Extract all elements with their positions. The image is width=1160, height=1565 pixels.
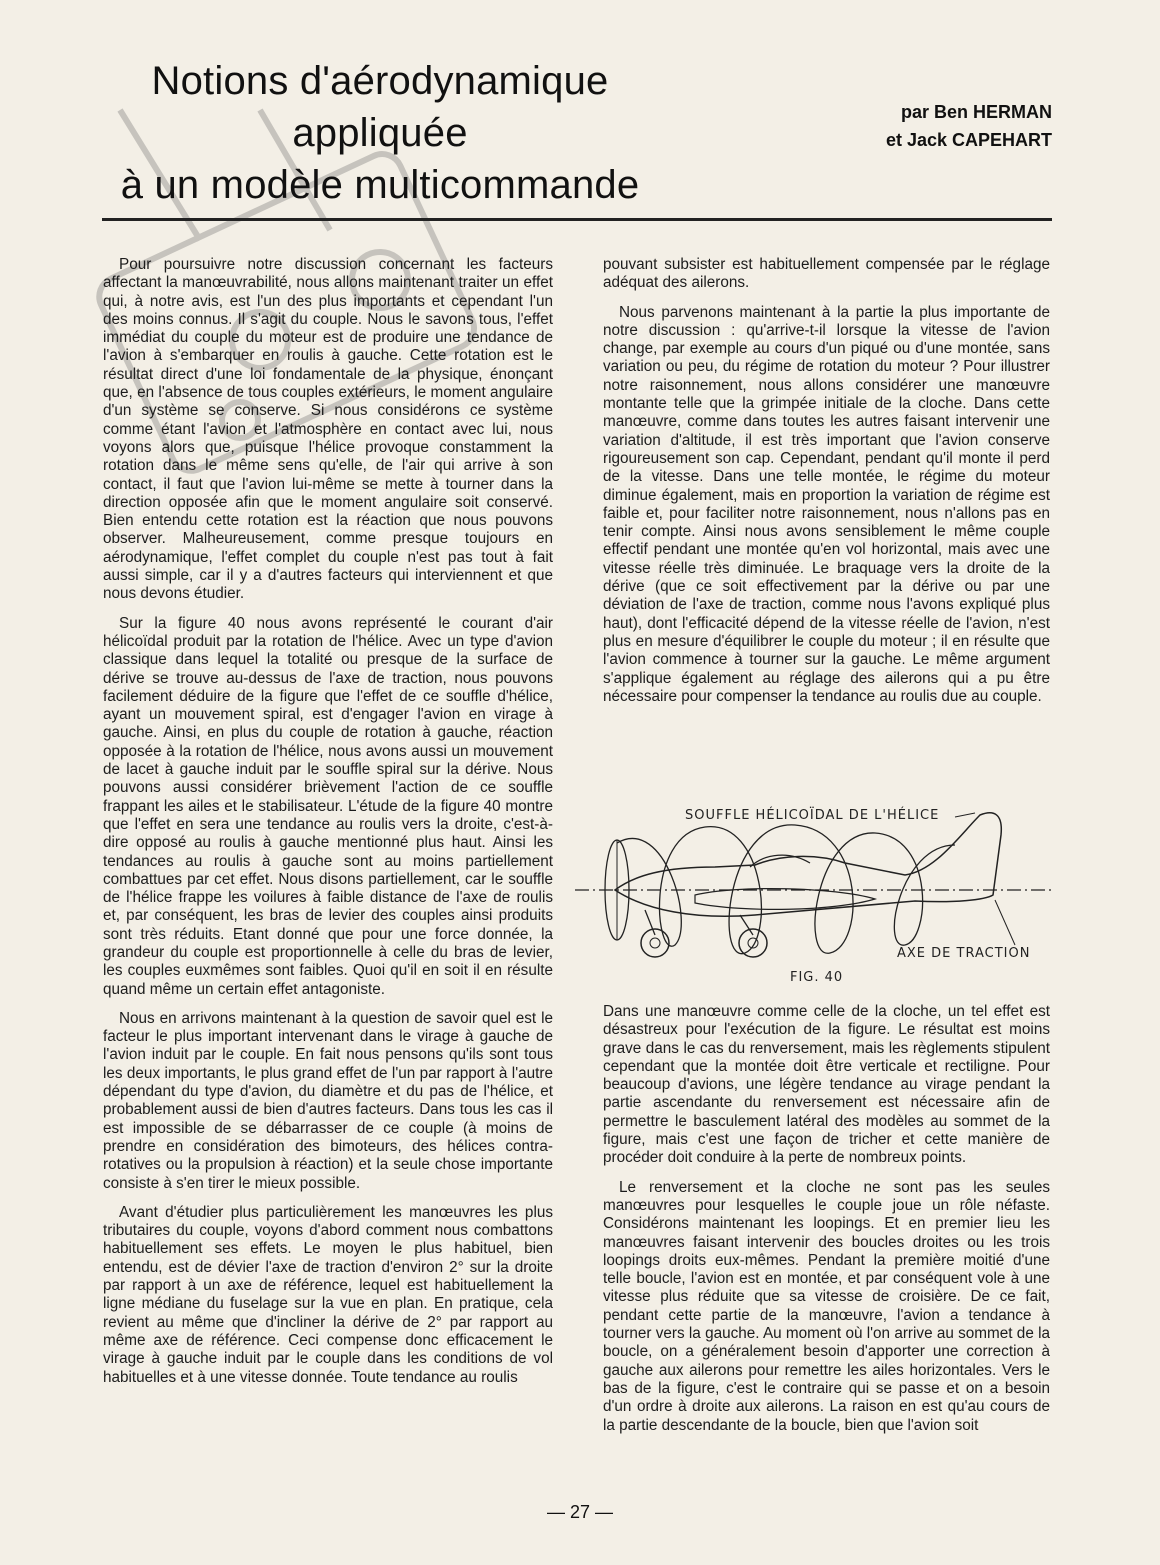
author-line-1: par Ben HERMAN — [900, 102, 1052, 122]
paragraph: Nous parvenons maintenant à la partie la plus importante de notre discussion : qu'arrive-t-il lorsque la vitesse de l'avion change, par exemple au cours d'un piqué ou d'une montée, sans variation ou peu, du régime de rotation du moteur ? Pour illustrer notre raisonnement, nous allons considérer une manœuvre montante telle que la grimpée initiale de la cloche. Dans cette manœuvre, comme dans toutes les autres faisant intervenir une variation d'altitude, il est très important que l'avion conserve rigoureusement son cap. Cependant, pendant qu'il monte il perd de la vitesse. Dans une telle montée, le régime du moteur diminue également, mais en proportion la variation de régime est faible et, pour faciliter notre raisonnement, nous n'allons pas en tenir compte. Ainsi nous avons sensiblement le même couple effectif pendant une montée qu'en vol horizontal, mais avec une vitesse réelle très diminuée. Le braquage vers la droite de la dérive (que ce soit effectivement par la dérive ou par une déviation de l'axe de traction, comme nous l'avons expliqué plus haut), dont l'efficacité dépend de la vitesse réelle de l'avion, n'est plus en mesure d'équilibrer le couple du moteur ; il en résulte que l'avion commence à tourner sur la gauche. Le même argument s'applique également au réglage des ailerons qui a pu être nécessaire pour compenser la tendance au roulis due au couple. — [603, 303, 1050, 705]
title-divider — [102, 218, 1052, 221]
figure-label-souffle: SOUFFLE HÉLICOÏDAL DE L'HÉLICE — [685, 808, 940, 823]
title-line-3: à un modèle multicommande — [120, 163, 640, 207]
paragraph: Le renversement et la cloche ne sont pas les seules manœuvres pour lesquelles le couple joue un rôle néfaste. Considérons maintenant les loopings. Et en premier lieu les manœuvres faisant intervenir des boucles droites ou les trois loopings droits eux-mêmes. Pendant la première moitié d'une telle boucle, l'avion est en montée, et par conséquent vole à une vitesse plus réduite que sa vitesse de croisière. De ce fait, pendant cette partie de la manœuvre, l'avion a tendance à tourner vers la gauche. Au moment où l'on arrive au sommet de la boucle, on a généralement besoin d'apporter une correction à gauche aux ailerons pour remettre les ailes horizontales. Vers le bas de la figure, c'est le contraire qui se passe et on a besoin d'un ordre à droite aux ailerons. La raison en est qu'au cours de la partie descendante de la boucle, bien que l'avion soit — [603, 1178, 1050, 1434]
airplane-propwash-diagram — [575, 775, 1065, 995]
paragraph: Pour poursuivre notre discussion concernant les facteurs affectant la manœuvrabilité, nous allons maintenant traiter un effet qui, à notre avis, est l'un des plus importants et cependant l'un des moins connus. Il s'agit du couple. Nous le savons tous, l'effet immédiat du couple du moteur est de produire une tendance de l'avion à s'embarquer en roulis à gauche. Cette rotation est le résultat direct d'une loi fondamentale de la physique, énonçant que, en l'absence de tous couples extérieurs, le moment angulaire d'un système se conserve. Si nous considérons ce système comme étant l'avion et l'atmosphère en contact avec lui, nous voyons alors que, puisque l'hélice provoque constamment la rotation dans le même sens qu'elle, de l'air qui arrive à son contact, il faut que l'avion lui-même se mette à tourner dans la direction opposée afin que le moment angulaire soit conservé. Bien entendu cette rotation est la réaction que nous pouvons observer. Malheureusement, comme presque toujours en aérodynamique, l'effet complet du couple n'est pas tout à fait aussi simple, car il y a d'autres facteurs qui interviennent et que nous devons étudier. — [103, 256, 553, 603]
paragraph: pouvant subsister est habituellement compensée par le réglage adéquat des ailerons. — [603, 256, 1050, 292]
right-column-top — [603, 256, 1050, 717]
figure-caption: FIG. 40 — [790, 970, 844, 985]
author-byline — [886, 98, 1052, 154]
paragraph: Dans une manœuvre comme celle de la cloche, un tel effet est désastreux pour l'exécution de la figure. Le résultat est moins grave dans le cas du renversement, mais les règlements stipulent cependant que la montée doit être verticale et rectiligne. Pour beaucoup d'avions, une légère tendance au virage pendant la partie ascendante du renversement est nécessaire afin de permettre le basculement latéral des modèles au sommet de la figure, mais c'est une façon de tricher et cette manière de procéder doit conduire à la perte de nombreux points. — [603, 1003, 1050, 1167]
right-column-bottom — [603, 1003, 1050, 1446]
title-line-1: Notions d'aérodynamique — [151, 59, 609, 103]
figure-label-axe: AXE DE TRACTION — [897, 946, 1031, 961]
page-number: — 27 — — [546, 1502, 614, 1522]
paragraph: Avant d'étudier plus particulièrement les manœuvres les plus tributaires du couple, voyons d'abord comment nous combattons habituellement ses effets. Le moyen le plus habituel, bien entendu, est de dévier l'axe de traction d'environ 2° sur la droite par rapport à un axe de référence, lequel est habituellement la ligne médiane du fuselage sur la vue en plan. En pratique, cela revient au même que d'incliner la dérive de 2° par rapport au même axe de référence. Ceci compense donc efficacement le virage à gauche induit par le couple dans les conditions de vol habituelles et à une vitesse donnée. Toute tendance au roulis — [103, 1203, 553, 1386]
title-line-2: appliquée — [292, 111, 468, 155]
author-line-2: et Jack CAPEHART — [885, 130, 1052, 150]
left-column — [103, 256, 553, 1398]
article-title — [100, 55, 660, 211]
paragraph: Nous en arrivons maintenant à la question de savoir quel est le facteur le plus important intervenant dans le virage à gauche de l'avion induit par le couple. En fait nous pensons qu'ils sont tous les deux importants, le plus grand effet de l'un par rapport à l'autre dépendant du type d'avion, du diamètre et du pas de l'hélice, et probablement aussi de bien d'autres facteurs. Dans tous les cas il est impossible de se débarrasser de ce couple (à moins de prendre en considération des bimoteurs, des hélices contra-rotatives ou la propulsion à réaction) et la seule chose importante consiste à s'en tirer le mieux possible. — [103, 1009, 553, 1192]
figure-40 — [575, 775, 1065, 995]
paragraph: Sur la figure 40 nous avons représenté le courant d'air hélicoïdal produit par la rotation de l'hélice. Avec un type d'avion classique dans lequel la totalité ou presque de la surface de dérive se trouve au-dessus de l'axe de traction, nous pouvons facilement déduire de la figure que l'effet de ce souffle d'hélice, ayant un mouvement spiral, est d'engager l'avion en virage à gauche. Ainsi, en plus du couple de rotation à gauche, réaction opposée à la rotation de l'hélice, nous avons aussi un mouvement de lacet à gauche induit par le souffle spiral sur la dérive. Nous pouvons aussi considérer brièvement l'action de ce souffle frappant les ailes et le stabilisateur. L'étude de la figure 40 montre que l'effet en sera une tendance au roulis vers la droite, c'est-à-dire opposé au roulis à gauche mentionné plus haut. Ainsi les tendances au roulis à gauche sont au moins partiellement combattues par cet effet. Nous disons partiellement, car le souffle de l'hélice frappe les voilures à faible distance de l'axe de roulis et, par conséquent, les bras de levier des couples ainsi produits sont très réduits. Etant donné que pour une force donnée, la grandeur du couple est proportionnelle à celle du bras de levier, les couples euxmêmes sont faibles. Quoi qu'il en soit il en résulte quand même un certain effet antagoniste. — [103, 614, 553, 998]
